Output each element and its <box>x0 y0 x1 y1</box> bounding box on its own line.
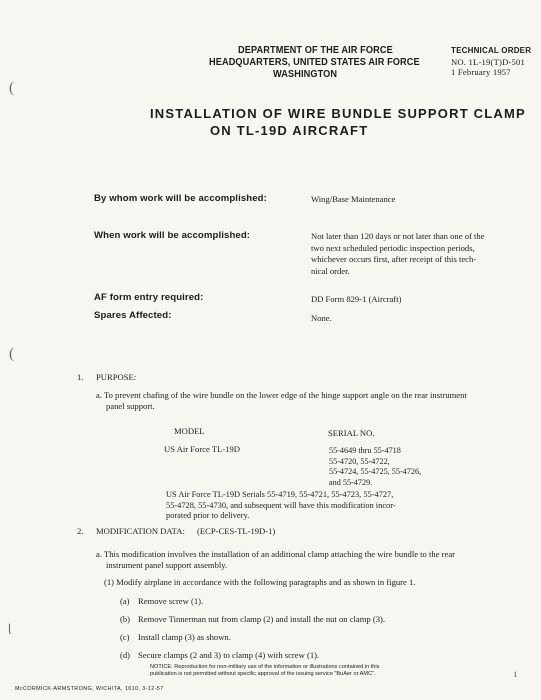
printer-imprint: McCORMICK-ARMSTRONG, WICHITA, 1610, 3-12-57 <box>15 686 164 692</box>
step-c-letter: (c) <box>120 632 130 642</box>
document-title-line1: INSTALLATION OF WIRE BUNDLE SUPPORT CLAMP <box>150 106 526 121</box>
note-line: US Air Force TL-19D Serials 55-4719, 55-4721, 55-4723, 55-4727, <box>166 490 394 499</box>
section2-a-paragraph <box>96 549 455 571</box>
serial-list <box>329 446 421 488</box>
step-a-text: Remove screw (1). <box>138 596 204 606</box>
technical-order-label: TECHNICAL ORDER <box>451 46 532 55</box>
note-line: 55-4728, 55-4730, and subsequent will have this modification incor- <box>166 500 396 510</box>
when-label: When work will be accomplished: <box>94 230 251 241</box>
model-column-header: MODEL <box>174 426 205 436</box>
serial-line: 55-4724, 55-4725, 55-4726, <box>329 467 422 477</box>
section2-ecp: (ECP-CES-TL-19D-1) <box>197 526 276 536</box>
when-value-line: nical order. <box>311 265 350 276</box>
serial-line: 55-4649 thru 55-4718 <box>329 446 401 455</box>
binder-hole-mark: ( <box>9 80 14 96</box>
technical-order-date: 1 February 1957 <box>451 67 511 77</box>
paragraph-line: instrument panel support assembly. <box>106 560 228 570</box>
serial-column-header: SERIAL NO. <box>328 428 375 438</box>
paragraph-line: a. This modification involves the installation of an additional clamp attaching the wire bundle to the rear <box>96 549 456 559</box>
paragraph-line: a. To prevent chafing of the wire bundle on the lower edge of the hinge support angle on the rear instrument <box>96 390 467 400</box>
section2-heading: MODIFICATION DATA: <box>96 526 185 536</box>
when-value-line: two next scheduled periodic inspection periods, <box>311 242 475 253</box>
notice-line: publication is not permitted without specific approval of the issuing service "BuAer or AMC". <box>150 671 376 677</box>
org-name-line2: HEADQUARTERS, UNITED STATES AIR FORCE <box>209 57 420 68</box>
spares-label: Spares Affected: <box>94 310 172 321</box>
paragraph-line: panel support. <box>106 401 155 411</box>
by-whom-label: By whom work will be accomplished: <box>94 193 267 204</box>
note-line: porated prior to delivery. <box>166 511 250 521</box>
binder-hole-mark: ⌊ <box>8 623 13 635</box>
serial-line: 55-4720, 55-4722, <box>329 456 390 466</box>
by-whom-value: Wing/Base Maintenance <box>311 194 396 204</box>
technical-order-number: NO. 1L-19(T)D-501 <box>451 57 526 67</box>
org-name-line3: WASHINGTON <box>273 69 338 80</box>
serial-line: and 55-4729. <box>329 477 373 487</box>
section1-number: 1. <box>77 372 84 382</box>
step-b-letter: (b) <box>120 614 131 624</box>
document-title-line2: ON TL-19D AIRCRAFT <box>210 123 369 138</box>
section1-note <box>166 490 396 522</box>
section1-heading: PURPOSE: <box>96 372 137 382</box>
when-value <box>311 231 485 277</box>
section2-number: 2. <box>77 526 84 536</box>
section1-a-paragraph <box>96 390 467 412</box>
step-d-letter: (d) <box>120 650 131 660</box>
org-name-line1: DEPARTMENT OF THE AIR FORCE <box>238 45 393 56</box>
notice <box>150 664 379 678</box>
when-value-line: Not later than 120 days or not later than one of the <box>311 231 485 241</box>
notice-line: NOTICE: Reproduction for non-military use of the information or illustrations contained in this <box>150 664 380 670</box>
model-value: US Air Force TL-19D <box>164 444 240 454</box>
section2-step1: (1) Modify airplane in accordance with the following paragraphs and as shown in figure 1. <box>104 577 416 587</box>
af-form-value: DD Form 829-1 (Aircraft) <box>311 294 402 304</box>
when-value-line: whichever occurs first, after receipt of this tech- <box>311 254 477 265</box>
step-a-letter: (a) <box>120 596 130 606</box>
af-form-label: AF form entry required: <box>94 292 204 303</box>
step-b-text: Remove Tinnerman nut from clamp (2) and install the nut on clamp (3). <box>138 614 386 624</box>
spares-value: None. <box>311 313 332 323</box>
page-number: 1 <box>513 669 518 679</box>
step-c-text: Install clamp (3) as shown. <box>138 632 231 642</box>
binder-hole-mark: ( <box>9 346 14 362</box>
step-d-text: Secure clamps (2 and 3) to clamp (4) with screw (1). <box>138 650 320 660</box>
